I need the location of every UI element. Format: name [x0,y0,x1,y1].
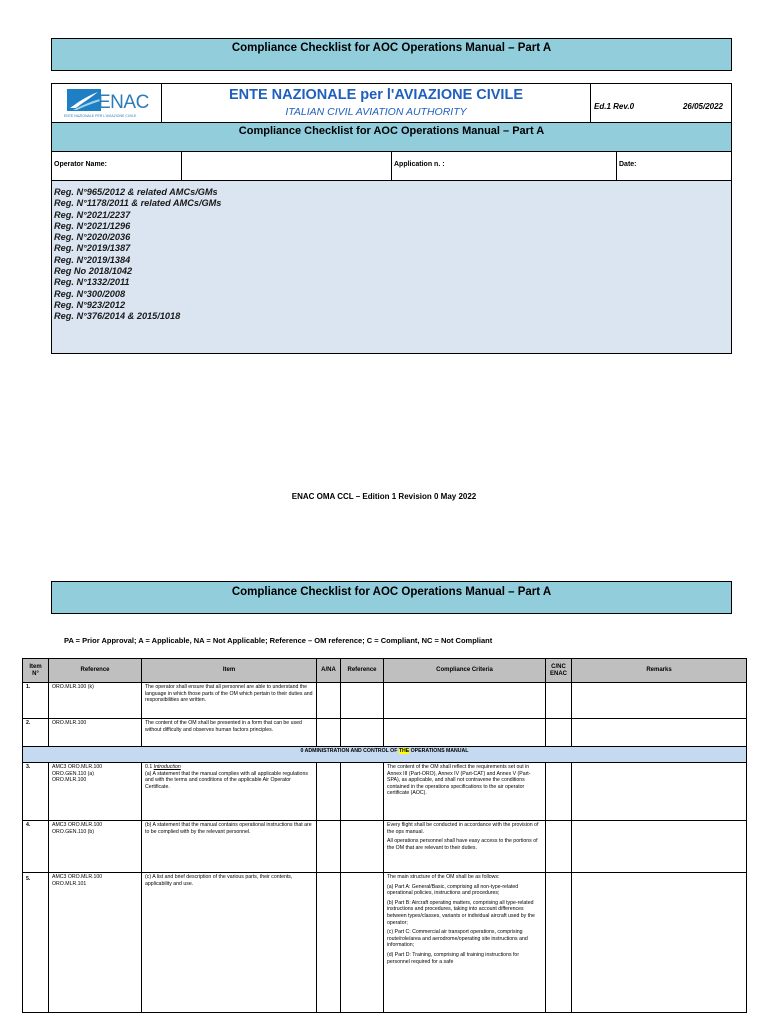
item-cell: (b) A statement that the manual contains operational instructions that are to be complied with by the relevant personnel. [142,821,317,873]
col-compliance-criteria: Compliance Criteria [384,659,546,683]
page-footer: ENAC OMA CCL – Edition 1 Revision 0 May 2022 [291,492,477,501]
cnc-cell[interactable] [546,719,572,747]
authority-title [162,84,591,122]
regulation-item: Reg No 2018/1042 [54,266,133,277]
legend: PA = Prior Approval; A = Applicable, NA = Not Applicable; Reference – OM reference; C = Compliant, NC = Not Compliant [64,636,493,645]
section-text-after: OPERATIONS MANUAL [409,748,469,754]
item-text: (a) A statement that the manual complies with all applicable regulations and with the terms and conditions of the applicable Air Operator Certificate. [145,770,308,790]
om-reference-cell[interactable] [341,683,384,719]
om-reference-cell[interactable] [341,719,384,747]
table-row [23,821,747,873]
col-remarks: Remarks [572,659,747,683]
ana-cell[interactable] [317,763,341,821]
operator-name-label: Operator Name: [52,152,182,180]
item-number: 5. [23,873,49,1013]
remarks-cell[interactable] [572,821,747,873]
reference-line: ORO.GEN.110 (b) [52,828,94,835]
regulation-item: Reg. N°1178/2011 & related AMCs/GMs [54,198,222,209]
reference-line: AMC3 ORO.MLR.100 [52,822,103,828]
reference-line: ORO.MLR.100 [52,777,87,784]
section-text-highlight: THE [398,748,410,754]
top-banner [51,38,732,71]
item-number: 4. [23,821,49,873]
org-subtitle: ITALIAN CIVIL AVIATION AUTHORITY [285,106,467,118]
regulation-item: Reg. N°2019/1384 [54,254,131,265]
criteria-paragraph: The main structure of the OM shall be as follows: [387,874,500,880]
reference-cell: ORO.MLR.100 (k) [49,683,142,719]
criteria-paragraph: Every flight shall be conducted in accordance with the provision of the ops manual. [387,822,539,835]
item-number: 3. [23,763,49,821]
item-cell: The content of the OM shall be presented in a form that can be used without difficulty and observes human factors principles. [142,719,317,747]
top-banner-title: Compliance Checklist for AOC Operations Manual – Part A [231,42,552,54]
edition-date: 26/05/2022 [682,102,723,111]
regulation-item: Reg. N°376/2014 & 2015/1018 [54,311,181,322]
checklist-table [22,658,747,1013]
reference-line: AMC3 ORO.MLR.100 [52,764,103,770]
criteria-paragraph: (d) Part D: Training, comprising all training instructions for personnel required for a safe [387,951,520,965]
reference-cell: ORO.MLR.100 [49,719,142,747]
table-row [23,873,747,1013]
document-header [51,83,732,354]
regulation-item: Reg. N°2021/2237 [54,209,131,220]
cnc-cell[interactable] [546,873,572,1013]
edition: Ed.1 Rev.0 [594,102,635,111]
remarks-cell[interactable] [572,873,747,1013]
regulation-item: Reg. N°2019/1387 [54,243,131,254]
col-om-reference: Reference [341,659,384,683]
regulation-item: Reg. N°300/2008 [54,288,126,299]
page2-banner-title: Compliance Checklist for AOC Operations Manual – Part A [231,586,552,598]
col-item-no: Item N° [23,659,49,683]
criteria-cell [384,821,546,873]
operator-fields-row [52,152,731,181]
ana-cell[interactable] [317,821,341,873]
reference-cell [49,763,142,821]
remarks-cell[interactable] [572,683,747,719]
item-heading [145,764,313,771]
regulations-list [52,181,731,353]
cnc-cell[interactable] [546,683,572,719]
criteria-paragraph: (c) Part C: Commercial air transport operations, comprising route/role/area and aerodrome/operating site instructions and information; [387,929,528,949]
criteria-cell [384,683,546,719]
item-number: 1. [23,683,49,719]
col-cnc: C/NC ENAC [546,659,572,683]
om-reference-cell[interactable] [341,763,384,821]
col-reference: Reference [49,659,142,683]
ana-cell[interactable] [317,873,341,1013]
application-label: Application n. : [392,152,617,180]
criteria-paragraph: (a) Part A: General/Basic, comprising all non-type-related operational policies, instructions and procedures; [387,883,519,897]
ana-cell[interactable] [317,719,341,747]
criteria-cell [384,719,546,747]
table-header-row [23,659,747,683]
header-top-row [52,84,731,123]
reference-line: ORO.MLR.101 [52,880,87,887]
table-row [23,719,747,747]
col-item: Item [142,659,317,683]
regulation-item: Reg. N°965/2012 & related AMCs/GMs [54,187,218,197]
item-cell: (c) A list and brief description of the various parts, their contents, applicability and use. [142,873,317,1013]
criteria-paragraph: (b) Part B: Aircraft operating matters, comprising all type-related instructions and procedures, taking into account differences between types/classes, variants or individual aircraft used by the operator; [387,899,535,926]
regulation-item: Reg. N°2020/2036 [54,232,131,243]
logo-tagline: ENTE NAZIONALE PER L'AVIAZIONE CIVILE [64,114,137,118]
logo-wordmark: ENAC [98,92,149,113]
item-cell [142,763,317,821]
regulation-item: Reg. N°1332/2011 [54,277,130,288]
criteria-cell [384,873,546,1013]
table-row [23,763,747,821]
om-reference-cell[interactable] [341,873,384,1013]
item-heading-num: 0.1 [145,764,154,770]
item-number: 2. [23,719,49,747]
remarks-cell[interactable] [572,719,747,747]
operator-name-field[interactable] [182,152,392,180]
section-row [23,747,747,763]
section-heading [23,747,747,763]
item-cell: The operator shall ensure that all personnel are able to understand the language in which those parts of the OM which pertain to their duties and responsibilities are written. [142,683,317,719]
regulation-item: Reg. N°923/2012 [54,299,126,310]
date-label: Date: [619,161,637,168]
section-text-before: 0 ADMINISTRATION AND CONTROL OF [300,748,399,754]
reference-line: AMC3 ORO.MLR.100 [52,874,103,880]
col-ana: A/NA [317,659,341,683]
reference-cell [49,873,142,1013]
regulation-item: Reg. N°2021/1296 [54,220,131,231]
cnc-cell[interactable] [546,763,572,821]
criteria-cell: The content of the OM shall reflect the requirements set out in Annex III (Part-ORO), Annex IV (Part-CAT) and Annex V (Part-SPA), as applicable, and shall not contravene the conditions contained in the operations specifications to the air operator certificate (AOC). [384,763,546,821]
enac-logo-icon [67,89,101,111]
reference-cell [49,821,142,873]
item-heading-title: Introduction [153,764,181,770]
om-reference-cell[interactable] [341,821,384,873]
org-name: ENTE NAZIONALE per l'AVIAZIONE CIVILE [228,87,523,103]
page2-banner [51,581,732,614]
checklist-title: Compliance Checklist for AOC Operations Manual – Part A [52,123,731,152]
remarks-cell[interactable] [572,763,747,821]
criteria-paragraph: All operations personnel shall have easy access to the portions of the OM that are relevant to their duties. [387,838,538,851]
reference-line: ORO.GEN.110 (a) [52,770,94,777]
edition-cell [592,84,731,122]
cnc-cell[interactable] [546,821,572,873]
logo [52,84,162,122]
table-row [23,683,747,719]
ana-cell[interactable] [317,683,341,719]
